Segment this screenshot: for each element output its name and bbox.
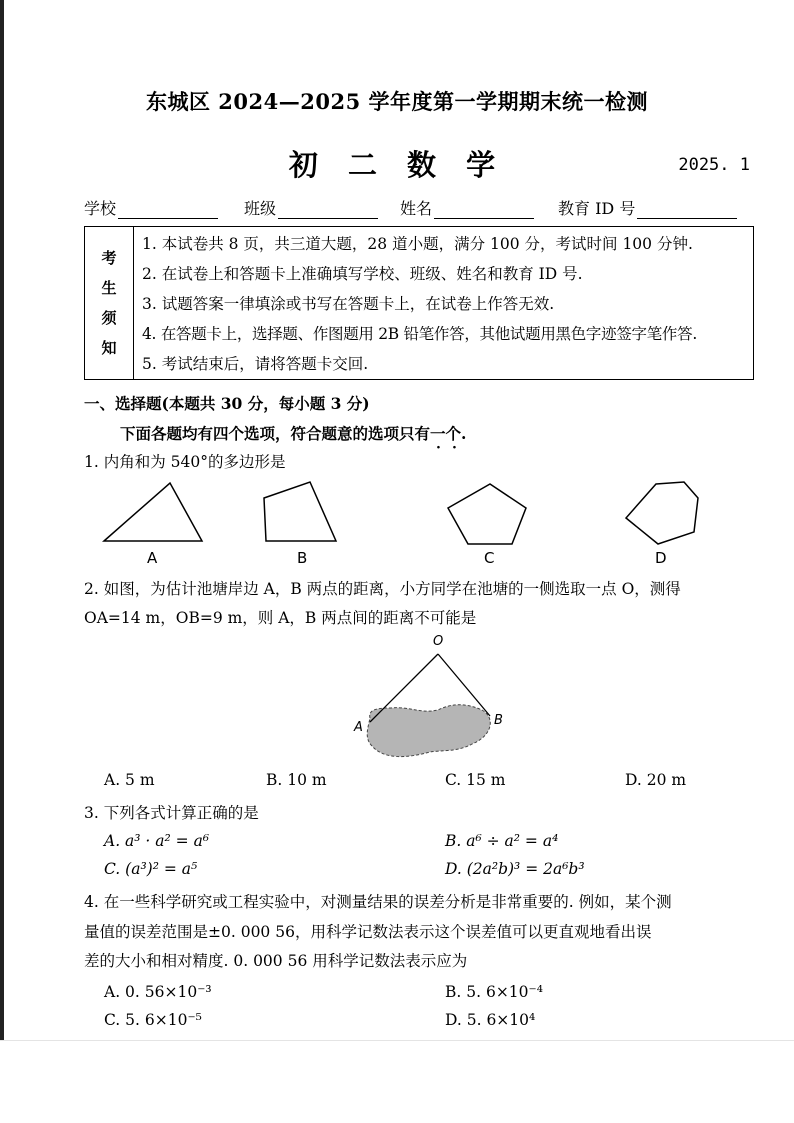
q4-option-b[interactable]: B. 5. 6×10⁻⁴ <box>445 983 543 1001</box>
q2-option-b[interactable]: B. 10 m <box>266 771 327 789</box>
q1-label-d: D <box>655 549 667 567</box>
exam-notice-box <box>84 226 754 380</box>
emphasis-dot: · <box>436 440 441 456</box>
notice-item: 3. 试题答案一律填涂或书写在答题卡上，在试卷上作答无效. <box>142 295 555 313</box>
notice-list <box>142 229 747 379</box>
exam-date: 2025. 1 <box>678 155 750 175</box>
q1-label-a: A <box>147 549 158 567</box>
section-instruction: 下面各题均有四个选项，符合题意的选项只有一个. <box>120 424 467 443</box>
point-a-label: A <box>354 720 363 735</box>
point-o-label: O <box>433 634 444 649</box>
question-2-line-1: 2. 如图，为估计池塘岸边 A，B 两点的距离，小方同学在池塘的一侧选取一点 O，测得 <box>84 580 681 598</box>
page-bottom-edge <box>0 1040 794 1041</box>
school-label: 学校 <box>84 199 117 218</box>
student-info-row <box>84 196 754 224</box>
exam-title: 东城区 2024—2025 学年度第一学期期末统一检测 <box>145 89 648 114</box>
q1-figures <box>96 478 736 548</box>
question-4-line-3: 差的大小和相对精度. 0. 000 56 用科学记数法表示应为 <box>84 952 468 970</box>
question-2-line-2: OA=14 m，OB=9 m，则 A，B 两点间的距离不可能是 <box>84 609 477 627</box>
q2-option-a[interactable]: A. 5 m <box>104 771 155 789</box>
edu-id-label: 教育 ID 号 <box>558 199 636 218</box>
name-label: 姓名 <box>400 199 433 218</box>
question-3-text: 3. 下列各式计算正确的是 <box>84 804 259 822</box>
notice-heading: 考 生 须 知 <box>85 227 134 379</box>
notice-item: 1. 本试卷共 8 页，共三道大题，28 道小题，满分 100 分，考试时间 100 分钟. <box>142 235 693 253</box>
name-blank[interactable] <box>434 200 534 219</box>
triangle-figure <box>104 483 202 541</box>
name-field[interactable] <box>400 196 534 219</box>
q4-option-d[interactable]: D. 5. 6×10⁴ <box>445 1011 536 1029</box>
class-blank[interactable] <box>278 200 378 219</box>
q4-option-a[interactable]: A. 0. 56×10⁻³ <box>104 983 212 1001</box>
edu-id-blank[interactable] <box>637 200 737 219</box>
q3-option-c[interactable]: C. (a³)² = a⁵ <box>104 860 198 878</box>
notice-item: 2. 在试卷上和答题卡上准确填写学校、班级、姓名和教育 ID 号. <box>142 265 583 283</box>
question-1-text: 1. 内角和为 540°的多边形是 <box>84 453 286 471</box>
notice-item: 5. 考试结束后，请将答题卡交回. <box>142 355 369 373</box>
q3-option-a[interactable]: A. a³ · a² = a⁶ <box>104 832 210 850</box>
q3-option-b[interactable]: B. a⁶ ÷ a² = a⁴ <box>445 832 559 850</box>
pond-shape <box>367 705 490 757</box>
exam-subject: 初 二 数 学 <box>288 148 506 182</box>
edu-id-field[interactable] <box>558 196 737 219</box>
class-label: 班级 <box>244 199 277 218</box>
q4-option-c[interactable]: C. 5. 6×10⁻⁵ <box>104 1011 202 1029</box>
emphasis-dot: · <box>452 440 457 456</box>
q2-option-d[interactable]: D. 20 m <box>625 771 687 789</box>
point-b-label: B <box>494 713 503 728</box>
q1-label-b: B <box>297 549 308 567</box>
question-4-line-2: 量值的误差范围是±0. 000 56，用科学记数法表示这个误差值可以更直观地看出误 <box>84 923 652 941</box>
pentagon-figure <box>448 484 526 544</box>
notice-item: 4. 在答题卡上，选择题、作图题用 2B 铅笔作答，其他试题用黑色字迹签字笔作答. <box>142 325 697 343</box>
quadrilateral-figure <box>264 482 336 541</box>
q2-option-c[interactable]: C. 15 m <box>445 771 506 789</box>
section-title: 一、选择题(本题共 30 分，每小题 3 分) <box>84 394 370 413</box>
q1-label-c: C <box>484 549 495 567</box>
class-field[interactable] <box>244 196 378 219</box>
school-field[interactable] <box>84 196 218 219</box>
question-4-line-1: 4. 在一些科学研究或工程实验中，对测量结果的误差分析是非常重要的. 例如，某个测 <box>84 893 672 911</box>
q3-option-d[interactable]: D. (2a²b)³ = 2a⁶b³ <box>445 860 585 878</box>
pond-diagram <box>350 640 510 770</box>
school-blank[interactable] <box>118 200 218 219</box>
hexagon-figure <box>626 482 698 544</box>
